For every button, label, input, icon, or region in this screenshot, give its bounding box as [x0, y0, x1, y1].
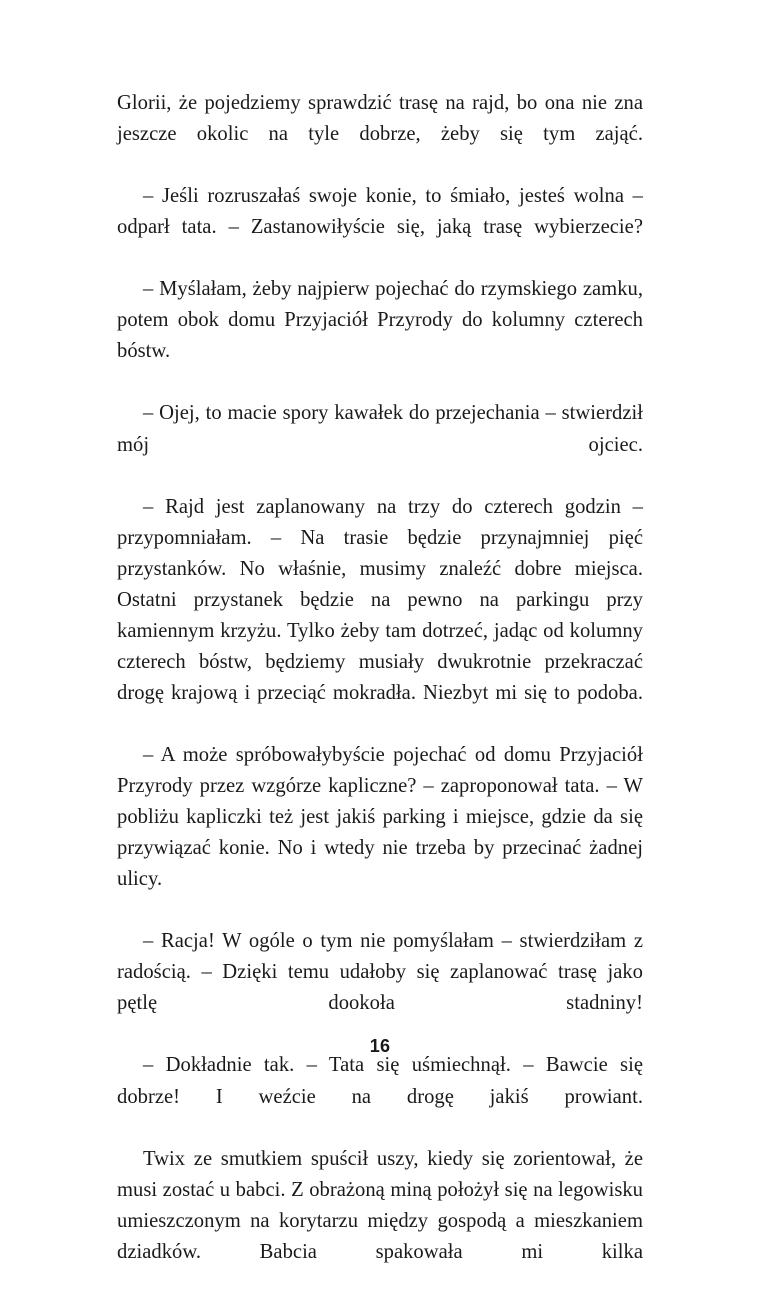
paragraph: Twix ze smutkiem spuścił uszy, kiedy się zorientował, że musi zostać u babci. Z obrażoną miną położył się na legowisku umieszczonym na korytarzu między gospodą a mieszkaniem dziadków. Babcia spakowała mi kilka [117, 1147, 643, 1263]
paragraph: – Myślałam, żeby najpierw pojechać do rzymskiego zamku, potem obok domu Przyjaciół Przyrody do kolumny czterech bóstw. [117, 278, 643, 363]
paragraph: – Ojej, to macie spory kawałek do przejechania – stwierdził mój ojciec. [117, 402, 643, 456]
page-number: 16 [369, 1036, 391, 1056]
paragraph: Glorii, że pojedziemy sprawdzić trasę na rajd, bo ona nie zna jeszcze okolic na tyle dobrze, żeby się tym zająć. [117, 92, 643, 146]
paragraph: – A może spróbowałybyście pojechać od domu Przyjaciół Przyrody przez wzgórze kapliczne? – zaproponował tata. – W pobliżu kapliczki też jest jakiś parking i miejsce, gdzie da się przywiązać konie. No i wtedy nie trzeba by przecinać żadnej ulicy. [117, 743, 643, 891]
paragraph: – Rajd jest zaplanowany na trzy do czterech godzin – przypomniałam. – Na trasie będzie przynajmniej pięć przystanków. No właśnie, musimy znaleźć dobre miejsca. Ostatni przystanek będzie na pewno na parkingu przy kamiennym krzyżu. Tylko żeby tam dotrzeć, jadąc od kolumny czterech bóstw, będziemy musiały dwukrotnie przekraczać drogę krajową i przeciąć mokradła. Niezbyt mi się to podoba. [117, 495, 643, 704]
page-body-text [117, 88, 643, 1299]
paragraph: – Jeśli rozruszałaś swoje konie, to śmiało, jesteś wolna – odparł tata. – Zastanowiłyście się, jaką trasę wybierzecie? [117, 185, 643, 239]
paragraph: – Racja! W ogóle o tym nie pomyślałam – stwierdziłam z radością. – Dzięki temu udałoby się zaplanować trasę jako pętlę dookoła stadniny! [117, 930, 643, 1015]
paragraph: – Dokładnie tak. – Tata się uśmiechnął. – Bawcie się dobrze! I weźcie na drogę jakiś prowiant. [117, 1054, 643, 1108]
